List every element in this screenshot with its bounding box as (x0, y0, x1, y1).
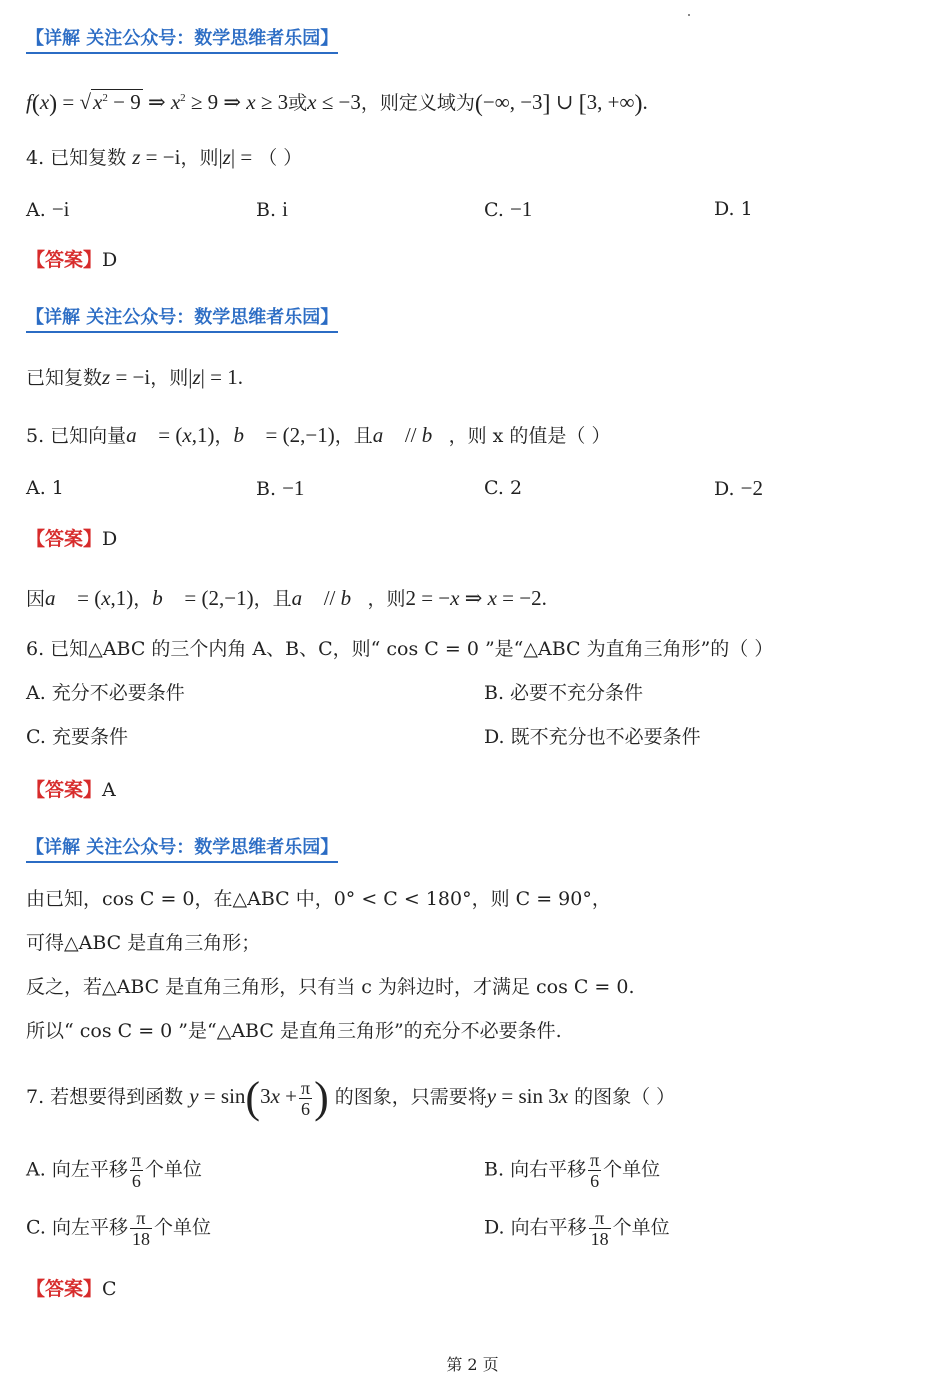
q5-explanation: 因a⃗ = (x,1)，b⃗ = (2,−1)，且a⃗ // b⃗，则2 = −x ⇒ x = −2. (26, 586, 547, 610)
q5-stem: 5. 已知向量a⃗ = (x,1)，b⃗ = (2,−1)，且a⃗ // b⃗，则 x 的值是（ ） (26, 423, 611, 447)
q3-explanation-line: $f(x) = √x^2 - 9$ ⇒ $x^2 \ge 9$ ⇒ x ≥ 3或x ≤ −3，则定义域为(−∞, −3] ∪ [3, +∞). (26, 90, 648, 118)
q4-explanation: 已知复数z = −i，则|z| = 1. (26, 365, 243, 389)
q4-option-d: D. 1 (714, 198, 753, 220)
q6-explanation-line-2: 可得△ABC 是直角三角形； (26, 932, 261, 954)
q6-explanation-line-3: 反之，若△ABC 是直角三角形，只有当 c 为斜边时，才满足 cos C = 0. (26, 976, 635, 998)
q6-stem: 6. 已知△ABC 的三个内角 A、B、C，则“ cos C = 0 ”是“△ABC 为直角三角形”的（ ） (26, 638, 774, 660)
explanation-header: 【详解 关注公众号：数学思维者乐园】 (26, 307, 338, 333)
q4-option-a: A. −i (26, 197, 70, 221)
q7-stem: 7. 若想要得到函数 y = sin(3x + $\frac{\pi}{6}$ ) 的图象，只需要将y = sin 3x 的图象（ ） (26, 1073, 676, 1122)
q5-answer: 【答案】D (26, 528, 118, 550)
scan-dot (688, 14, 690, 16)
q6-answer: 【答案】A (26, 779, 116, 801)
page-number: 第 2 页 (446, 1355, 499, 1374)
q4-answer: 【答案】D (26, 249, 118, 271)
q5-option-c: C. 2 (484, 477, 523, 499)
q6-option-a: A. 充分不必要条件 (26, 682, 185, 704)
q4-option-c: C. −1 (484, 197, 533, 221)
q4-stem: 4. 已知复数 z = −i，则|z| = （ ） (26, 145, 303, 169)
q6-explanation-line-4: 所以“ cos C = 0 ”是“△ABC 是直角三角形”的充分不必要条件. (26, 1020, 562, 1042)
q6-explanation-line-1: 由已知，cos C = 0，在△ABC 中，0° < C < 180°，则 C = 90°， (26, 888, 611, 910)
q6-option-c: C. 充要条件 (26, 726, 128, 748)
q6-option-b: B. 必要不充分条件 (484, 682, 644, 704)
q7-answer: 【答案】C (26, 1278, 117, 1300)
explanation-header: 【详解 关注公众号：数学思维者乐园】 (26, 28, 338, 54)
q5-option-d: D. −2 (714, 476, 763, 500)
q5-option-a: A. 1 (26, 477, 64, 499)
explanation-header: 【详解 关注公众号：数学思维者乐园】 (26, 837, 338, 863)
q7-option-a: A. 向左平移 $\frac{\pi}{6}$ 个单位 (26, 1150, 202, 1191)
q7-option-d: D. 向右平移 $\frac{\pi}{18}$ 个单位 (484, 1208, 670, 1249)
q5-option-b: B. −1 (256, 476, 305, 500)
q4-option-b: B. i (256, 197, 288, 221)
q7-option-b: B. 向右平移 $\frac{\pi}{6}$ 个单位 (484, 1150, 661, 1191)
q6-option-d: D. 既不充分也不必要条件 (484, 726, 701, 748)
q7-option-c: C. 向左平移 $\frac{\pi}{18}$ 个单位 (26, 1208, 211, 1249)
